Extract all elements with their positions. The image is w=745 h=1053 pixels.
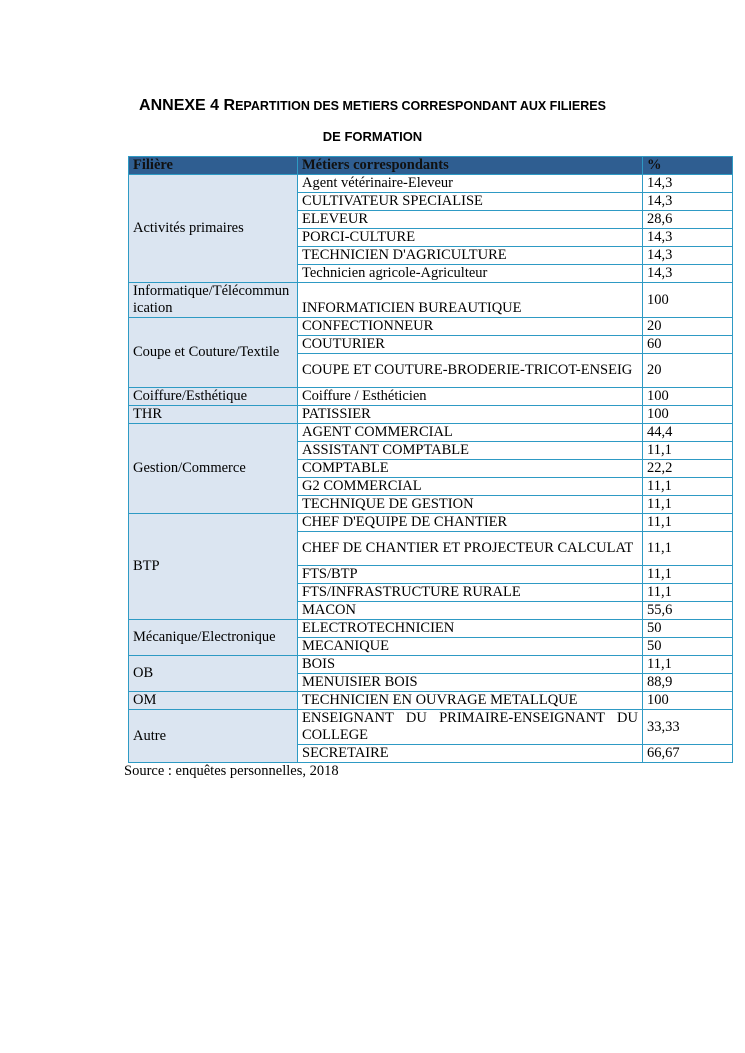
metier-cell: CHEF D'EQUIPE DE CHANTIER [298, 514, 643, 532]
filiere-cell: Informatique/Télécommunication [129, 283, 298, 318]
percent-cell: 22,2 [643, 460, 733, 478]
percent-cell: 11,1 [643, 478, 733, 496]
percent-cell: 14,3 [643, 193, 733, 211]
metier-cell: FTS/INFRASTRUCTURE RURALE [298, 584, 643, 602]
table-row [129, 175, 733, 193]
metier-cell: CONFECTIONNEUR [298, 318, 643, 336]
percent-cell: 55,6 [643, 602, 733, 620]
percent-cell: 60 [643, 336, 733, 354]
table-row [129, 620, 733, 638]
filiere-cell: Activités primaires [129, 175, 298, 283]
table-body [129, 175, 733, 763]
percent-cell: 14,3 [643, 229, 733, 247]
filiere-cell: Autre [129, 710, 298, 763]
table-row [129, 710, 733, 745]
percent-cell: 14,3 [643, 247, 733, 265]
metier-cell: Coiffure / Esthéticien [298, 388, 643, 406]
metier-cell: MENUISIER BOIS [298, 674, 643, 692]
table-row [129, 424, 733, 442]
metier-cell: PATISSIER [298, 406, 643, 424]
metier-cell: COMPTABLE [298, 460, 643, 478]
metier-cell: MECANIQUE [298, 638, 643, 656]
table-row [129, 692, 733, 710]
metier-cell: ENSEIGNANT DU PRIMAIRE-ENSEIGNANT DU COLLEGE [298, 710, 643, 745]
percent-cell: 11,1 [643, 584, 733, 602]
metier-cell: BOIS [298, 656, 643, 674]
percent-cell: 44,4 [643, 424, 733, 442]
metier-cell: ELEVEUR [298, 211, 643, 229]
metier-cell: INFORMATICIEN BUREAUTIQUE [298, 283, 643, 318]
metier-cell: SECRETAIRE [298, 745, 643, 763]
metier-cell: G2 COMMERCIAL [298, 478, 643, 496]
percent-cell: 11,1 [643, 514, 733, 532]
filiere-cell: OM [129, 692, 298, 710]
filiere-cell: THR [129, 406, 298, 424]
table-row [129, 283, 733, 318]
percent-cell: 100 [643, 692, 733, 710]
percent-cell: 66,67 [643, 745, 733, 763]
table-header-row [129, 157, 733, 175]
percent-cell: 100 [643, 406, 733, 424]
header-metiers: Métiers correspondants [298, 157, 643, 175]
percent-cell: 20 [643, 354, 733, 388]
metier-cell: COUPE ET COUTURE-BRODERIE-TRICOT-ENSEIG [298, 354, 643, 388]
metier-cell: PORCI-CULTURE [298, 229, 643, 247]
metier-cell: TECHNICIEN EN OUVRAGE METALLQUE [298, 692, 643, 710]
title-rest: EPARTITION DES METIERS CORRESPONDANT AUX FILIERES [235, 99, 606, 113]
metier-cell: TECHNICIEN D'AGRICULTURE [298, 247, 643, 265]
percent-cell: 11,1 [643, 496, 733, 514]
percent-cell: 33,33 [643, 710, 733, 745]
metier-cell: ELECTROTECHNICIEN [298, 620, 643, 638]
percent-cell: 88,9 [643, 674, 733, 692]
metier-cell: AGENT COMMERCIAL [298, 424, 643, 442]
header-percent: % [643, 157, 733, 175]
percent-cell: 11,1 [643, 532, 733, 566]
percent-cell: 11,1 [643, 566, 733, 584]
metier-cell: CULTIVATEUR SPECIALISE [298, 193, 643, 211]
metier-cell: CHEF DE CHANTIER ET PROJECTEUR CALCULAT [298, 532, 643, 566]
percent-cell: 11,1 [643, 656, 733, 674]
percent-cell: 28,6 [643, 211, 733, 229]
metier-cell: TECHNIQUE DE GESTION [298, 496, 643, 514]
document-subtitle: DE FORMATION [322, 129, 423, 144]
table-row [129, 388, 733, 406]
percent-cell: 100 [643, 388, 733, 406]
metier-cell: COUTURIER [298, 336, 643, 354]
source-note: Source : enquêtes personnelles, 2018 [124, 763, 339, 779]
percent-cell: 50 [643, 620, 733, 638]
percent-cell: 14,3 [643, 175, 733, 193]
filiere-cell: Coupe et Couture/Textile [129, 318, 298, 388]
metier-cell: FTS/BTP [298, 566, 643, 584]
percent-cell: 20 [643, 318, 733, 336]
metier-cell: MACON [298, 602, 643, 620]
percent-cell: 100 [643, 283, 733, 318]
table-row [129, 406, 733, 424]
title-prefix: ANNEXE 4 R [139, 97, 236, 114]
percent-cell: 50 [643, 638, 733, 656]
table-row [129, 514, 733, 532]
filiere-cell: Gestion/Commerce [129, 424, 298, 514]
filiere-cell: BTP [129, 514, 298, 620]
metier-cell: ASSISTANT COMPTABLE [298, 442, 643, 460]
metiers-table [128, 156, 733, 763]
filiere-cell: Mécanique/Electronique [129, 620, 298, 656]
filiere-cell: OB [129, 656, 298, 692]
metier-cell: Technicien agricole-Agriculteur [298, 265, 643, 283]
table-row [129, 318, 733, 336]
percent-cell: 11,1 [643, 442, 733, 460]
metier-cell: Agent vétérinaire-Eleveur [298, 175, 643, 193]
table-row [129, 656, 733, 674]
header-filiere: Filière [129, 157, 298, 175]
filiere-cell: Coiffure/Esthétique [129, 388, 298, 406]
document-title [0, 97, 745, 115]
percent-cell: 14,3 [643, 265, 733, 283]
